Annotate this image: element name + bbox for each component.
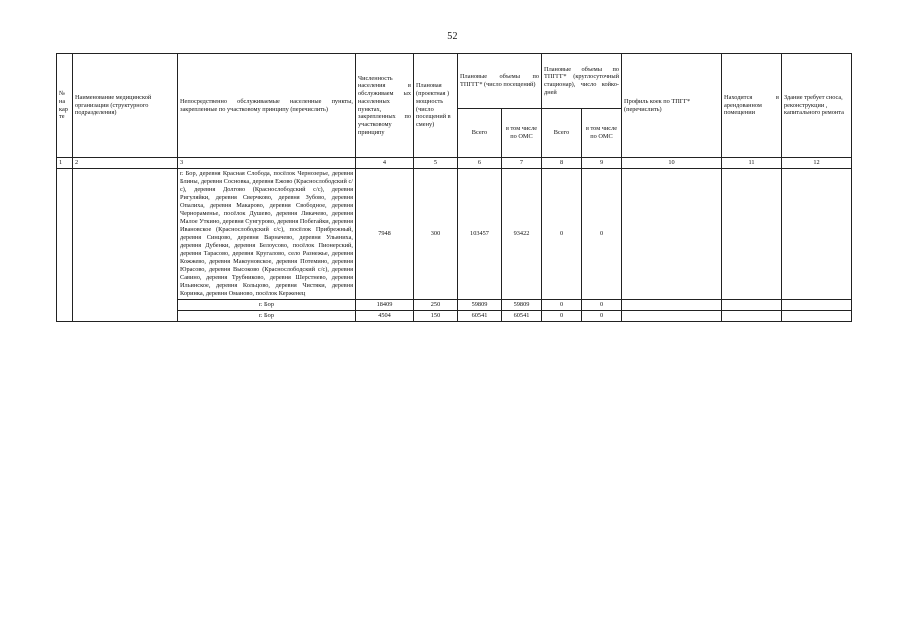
settlements-cell: г. Бор (178, 300, 356, 311)
reconstruction-cell (782, 300, 852, 311)
column-index-row (57, 158, 852, 169)
visits-oms-cell: 59809 (502, 300, 542, 311)
index-cell: 9 (582, 158, 622, 169)
beddays-total-cell: 0 (542, 300, 582, 311)
index-cell: 1 (57, 158, 73, 169)
rented-cell (722, 168, 782, 300)
table-row (57, 168, 852, 300)
index-cell: 7 (502, 158, 542, 169)
header-visits-oms: в том числе по ОМС (502, 109, 542, 158)
bed-profile-cell (622, 168, 722, 300)
header-row-1 (57, 54, 852, 109)
index-cell: 12 (782, 158, 852, 169)
header-number: № на кар те (57, 54, 73, 158)
index-cell: 4 (356, 158, 414, 169)
capacity-cell: 250 (414, 300, 458, 311)
header-capacity: Плановая (проектная ) мощность (число посещений в смену) (414, 54, 458, 158)
header-settlements: Непосредственно обслуживаемые населенные пункты, закрепленные по участковому принципу (перечислить) (178, 54, 356, 158)
index-cell: 8 (542, 158, 582, 169)
bed-profile-cell (622, 300, 722, 311)
population-cell: 18409 (356, 300, 414, 311)
settlements-cell: г. Бор, деревня Красная Слобода, посёлок Чернозерье, деревня Блины, деревня Сосновка, деревня Ежово (Краснослободский с/с), деревня Долгово (Краснослободский с/с), деревня Ригуляйки, деревня Сверчково, деревня Зубово, деревня Опалиха, деревня Макарово, деревня Свободное, деревня Чернораменье, посёлок Душево, деревня Ликачево, деревня Малое Уткино, деревня Сунгурово, деревня Побегайки, деревня Ивановское (Краснослободский с/с), посёлок Прибрежный, деревня Синцово, деревня Варначево, деревня Ульяниха, деревня Дубенки, деревня Белоусово, посёлок Пионерский, деревня Тарасово, деревня Кругалово, село Разнежье, деревня Кожжево, деревня Макоуновское, деревня Потемино, деревня Юрасово, деревня Высоково (Краснослободский с/с), деревня Савино, деревня Трубниково, деревня Шерстнево, деревня Ильинское, деревня Кольцово, деревня Чистяки, деревня Коринка, деревня Оманово, посёлок Керженец (178, 168, 356, 300)
beddays-total-cell: 0 (542, 311, 582, 322)
header-visits-total: Всего (458, 109, 502, 158)
settlements-cell: г. Бор (178, 311, 356, 322)
index-cell: 2 (73, 158, 178, 169)
index-cell: 6 (458, 158, 502, 169)
header-organization: Наименование медицинской организации (структурного подразделения) (73, 54, 178, 158)
organization-cell (73, 168, 178, 321)
rented-cell (722, 300, 782, 311)
header-population: Численность населения в обслуживаем ых населенных пунктах, закрепленных по участковому принципу (356, 54, 414, 158)
visits-total-cell: 59809 (458, 300, 502, 311)
header-beddays-total: Всего (542, 109, 582, 158)
population-cell: 7948 (356, 168, 414, 300)
visits-oms-cell: 93422 (502, 168, 542, 300)
beddays-oms-cell: 0 (582, 300, 622, 311)
capacity-cell: 150 (414, 311, 458, 322)
header-planned-beddays: Плановые объемы по ТПГГГ* (круглосуточный стационар), число койко-дней (542, 54, 622, 109)
index-cell: 11 (722, 158, 782, 169)
index-cell: 10 (622, 158, 722, 169)
reconstruction-cell (782, 168, 852, 300)
header-rented: Находится в арендованном помещении (722, 54, 782, 158)
header-planned-visits: Плановые объемы по ТПГГГ* (число посещений) (458, 54, 542, 109)
row-number-cell (57, 168, 73, 321)
header-beddays-oms: в том числе по ОМС (582, 109, 622, 158)
beddays-oms-cell: 0 (582, 168, 622, 300)
reconstruction-cell (782, 311, 852, 322)
index-cell: 5 (414, 158, 458, 169)
beddays-oms-cell: 0 (582, 311, 622, 322)
population-cell: 4504 (356, 311, 414, 322)
header-reconstruction: Здание требует сноса, реконструкции , капитального ремонта (782, 54, 852, 158)
page-number: 52 (447, 31, 458, 42)
index-cell: 3 (178, 158, 356, 169)
capacity-cell: 300 (414, 168, 458, 300)
rented-cell (722, 311, 782, 322)
bed-profile-cell (622, 311, 722, 322)
header-bed-profile: Профиль коек по ТПГГ* (перечислить) (622, 54, 722, 158)
visits-oms-cell: 60541 (502, 311, 542, 322)
beddays-total-cell: 0 (542, 168, 582, 300)
facilities-table (56, 53, 852, 322)
visits-total-cell: 103457 (458, 168, 502, 300)
visits-total-cell: 60541 (458, 311, 502, 322)
